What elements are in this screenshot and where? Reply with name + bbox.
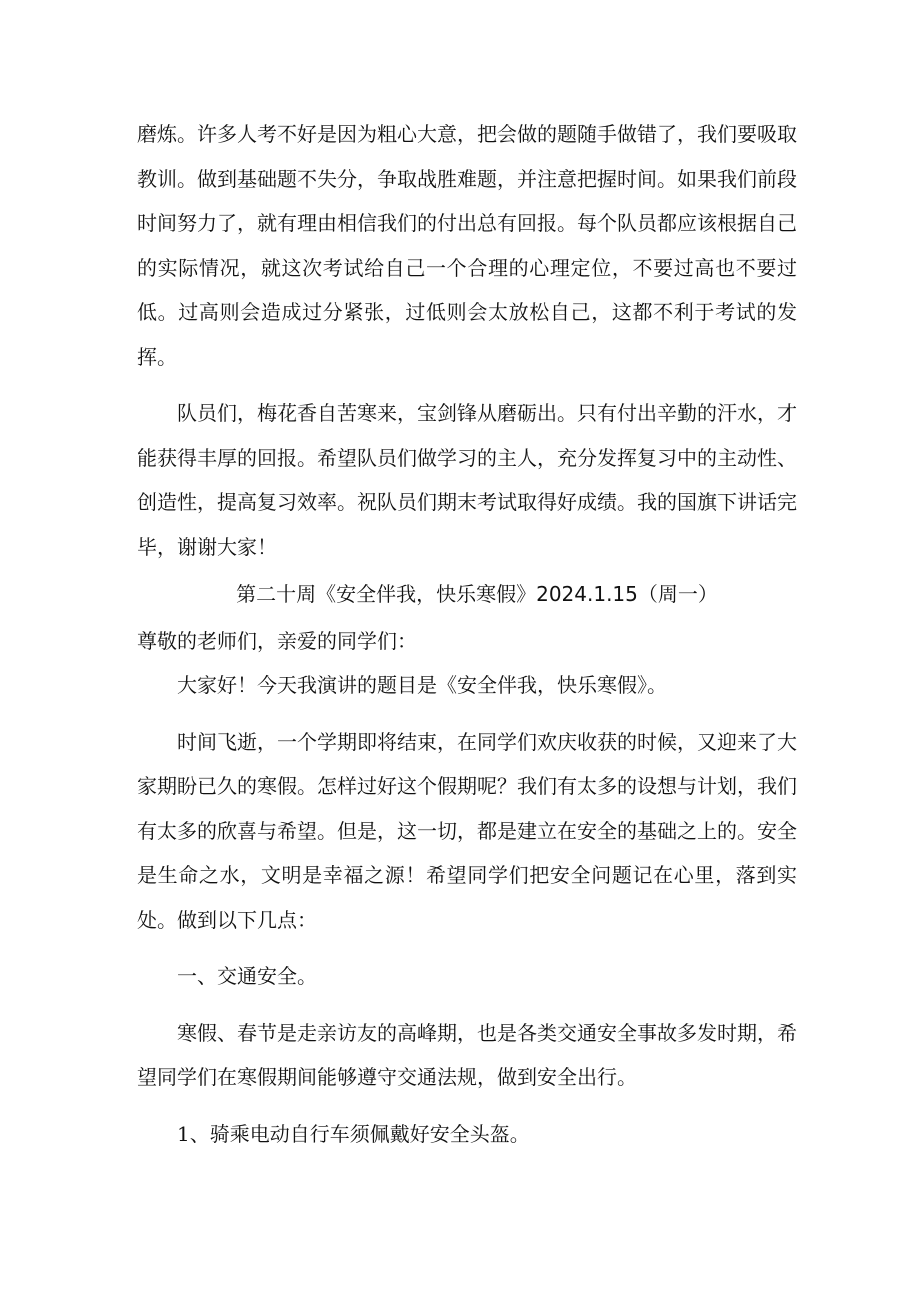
paragraph-exam-advice: 磨炼。许多人考不好是因为粗心大意，把会做的题随手做错了，我们要吸取教训。做到基础题不失分，争取战胜难题，并注意把握时间。如果我们前段时间努力了，就有理由相信我们的付出总有回报。每个队员都应该根据自己的实际情况，就这次考试给自己一个合理的心理定位，不要过高也不要过低。过高则会造成过分紧张，过低则会太放松自己，这都不利于考试的发挥。: [137, 122, 797, 369]
section-heading-traffic-safety: 一、交通安全。: [177, 964, 317, 988]
paragraph-gap: [137, 942, 797, 954]
paragraph-closing-remarks: 队员们，梅花香自苦寒来，宝剑锋从磨砺出。只有付出辛勤的汗水，才能获得丰厚的回报。希望队员们做学习的主人，充分发挥复习中的主动性、创造性，提高复习效率。祝队员们期末考试取得好成绩。我的国旗下讲话完毕，谢谢大家！: [137, 401, 797, 559]
paragraph-intro: 时间飞逝，一个学期即将结束，在同学们欢庆收获的时候，又迎来了大家期盼已久的寒假。怎样过好这个假期呢？我们有太多的设想与计划，我们有太多的欣喜与希望。但是，这一切，都是建立在安全的基础之上的。安全是生命之水，文明是幸福之源！希望同学们把安全问题记在心里，落到实处。做到以下几点：: [137, 729, 797, 932]
paragraph-gap: [137, 1100, 797, 1112]
paragraph-gap: [137, 708, 797, 720]
salutation: 尊敬的老师们，亲爱的同学们：: [137, 629, 417, 653]
paragraph-traffic-safety: 寒假、春节是走亲访友的高峰期，也是各类交通安全事故多发时期，希望同学们在寒假期间能够遵守交通法规，做到安全出行。: [137, 1020, 797, 1089]
paragraph-greeting: 大家好！今天我演讲的题目是《安全伴我，快乐寒假》。: [177, 673, 667, 697]
document-body: [137, 112, 797, 1156]
paragraph-gap: [137, 999, 797, 1011]
section-title: 第二十周《安全伴我，快乐寒假》2024.1.15（周一）: [236, 582, 718, 606]
paragraph-gap: [137, 379, 797, 391]
list-item-helmet: 1、骑乘电动自行车须佩戴好安全头盔。: [177, 1121, 530, 1146]
